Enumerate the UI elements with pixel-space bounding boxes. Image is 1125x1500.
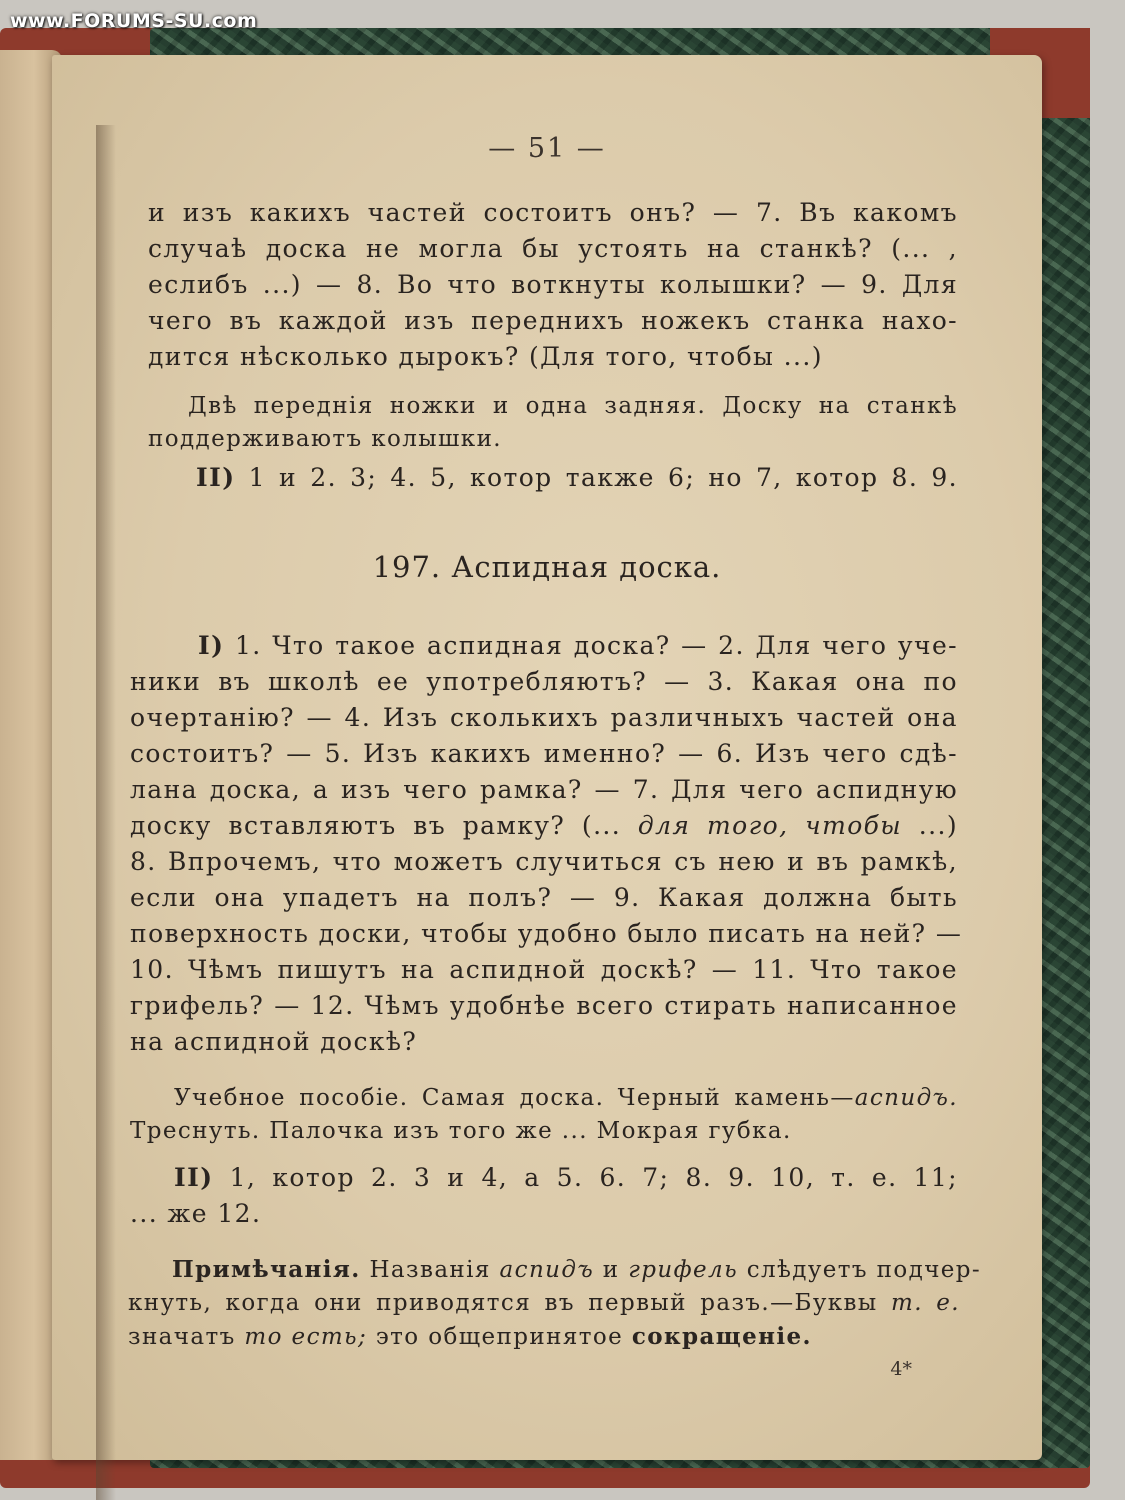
text-line: [130, 1082, 958, 1115]
paragraph-exercise-II-1: [148, 460, 958, 496]
paragraph-answers-1: [148, 390, 958, 456]
text-line: очертанію? — 4. Изъ сколькихъ различныхъ частей она: [130, 703, 958, 732]
italic-fragment: то есть;: [244, 1324, 368, 1350]
text-fragment: это общепринятое: [375, 1324, 624, 1350]
text-line: Двѣ переднія ножки и одна задняя. Доску на станкѣ: [188, 393, 958, 419]
text-fragment: слѣдуетъ подчер-: [746, 1257, 982, 1283]
text-fragment: доску вставляютъ въ рамку? (...: [130, 811, 622, 840]
italic-fragment: грифель: [628, 1257, 738, 1283]
text-fragment: Названія: [369, 1257, 491, 1283]
text-line: [130, 628, 958, 664]
text-line: ники въ школѣ ее употребляютъ? — 3. Какая она по: [130, 667, 958, 696]
text-line: поддерживаютъ колышки.: [148, 426, 503, 452]
italic-fragment: аспидъ.: [854, 1085, 958, 1111]
text-line: [128, 1320, 960, 1354]
text-line: лана доска, а изъ чего рамка? — 7. Для чего аспидную: [130, 775, 958, 804]
text-line: Треснуть. Палочка изъ того же ... Мокрая губка.: [130, 1118, 792, 1144]
section-marker: II): [196, 463, 236, 492]
text-line: ... же 12.: [130, 1199, 262, 1228]
text-line: дится нѣсколько дырокъ? (Для того, чтобы ...): [148, 342, 823, 371]
text-fragment: ...): [918, 811, 958, 840]
italic-fragment: т. е.: [891, 1290, 961, 1316]
text-line: на аспидной доскѣ?: [130, 1027, 418, 1056]
section-marker: I): [198, 631, 225, 660]
text-fragment: Учебное пособіе. Самая доска. Черный камень—: [174, 1085, 855, 1111]
page-number: — 51 —: [488, 133, 606, 164]
text-line: еслибъ ...) — 8. Во что воткнуты колышки? — 9. Для: [148, 270, 958, 299]
text-line: чего въ каждой изъ переднихъ ножекъ станка нахо-: [148, 306, 958, 335]
text-line: [130, 808, 958, 844]
notes-label: Примѣчанія.: [172, 1256, 361, 1283]
exercise-text: 1, котор 2. 3 и 4, а 5. 6. 7; 8. 9. 10, т. е. 11;: [229, 1163, 958, 1192]
text-line: если она упадетъ на полъ? — 9. Какая должна быть: [130, 883, 958, 912]
site-watermark: www.FORUMS-SU.com: [10, 10, 258, 32]
text-fragment: значатъ: [128, 1324, 236, 1350]
paragraph-notes: [128, 1253, 982, 1354]
paragraph-questions-continued: [148, 195, 958, 375]
text-fragment: и: [602, 1257, 620, 1283]
signature-mark: 4*: [890, 1358, 912, 1380]
text-line: [148, 460, 958, 496]
paragraph-answers-197: [130, 1082, 958, 1148]
book-page: [52, 55, 1042, 1460]
text-line: состоитъ? — 5. Изъ какихъ именно? — 6. Изъ чего сдѣ-: [130, 739, 958, 768]
text-line: и изъ какихъ частей состоитъ онъ? — 7. Въ какомъ: [148, 198, 958, 227]
section-marker: II): [174, 1163, 214, 1192]
text-line: 8. Впрочемъ, что можетъ случиться съ нею и въ рамкѣ,: [130, 847, 958, 876]
bold-fragment: сокращеніе.: [631, 1323, 812, 1350]
text-line: [128, 1287, 960, 1320]
text-line: [130, 1160, 958, 1196]
text-line: грифель? — 12. Чѣмъ удобнѣе всего стирать написанное: [130, 991, 958, 1020]
exercise-text: 1 и 2. 3; 4. 5, котор также 6; но 7, котор 8. 9.: [248, 463, 958, 492]
text-line: [128, 1253, 982, 1287]
text-fragment: кнуть, когда они приводятся въ первый разъ.—Буквы: [128, 1290, 878, 1316]
section-heading: 197. Аспидная доска.: [372, 550, 722, 584]
text-line: случаѣ доска не могла бы устоять на станкѣ? (... ,: [148, 234, 958, 263]
text-line: 10. Чѣмъ пишутъ на аспидной доскѣ? — 11. Что такое: [130, 955, 958, 984]
italic-fragment: аспидъ: [499, 1257, 595, 1283]
text-line: поверхность доски, чтобы удобно было писать на ней? —: [130, 919, 963, 948]
paragraph-questions-197: [130, 628, 963, 1060]
question-text: 1. Что такое аспидная доска? — 2. Для чего уче-: [234, 631, 958, 660]
page-gutter-shadow: [96, 125, 116, 1500]
italic-fragment: для того, чтобы: [637, 811, 903, 840]
paragraph-exercise-II-197: [130, 1160, 958, 1232]
